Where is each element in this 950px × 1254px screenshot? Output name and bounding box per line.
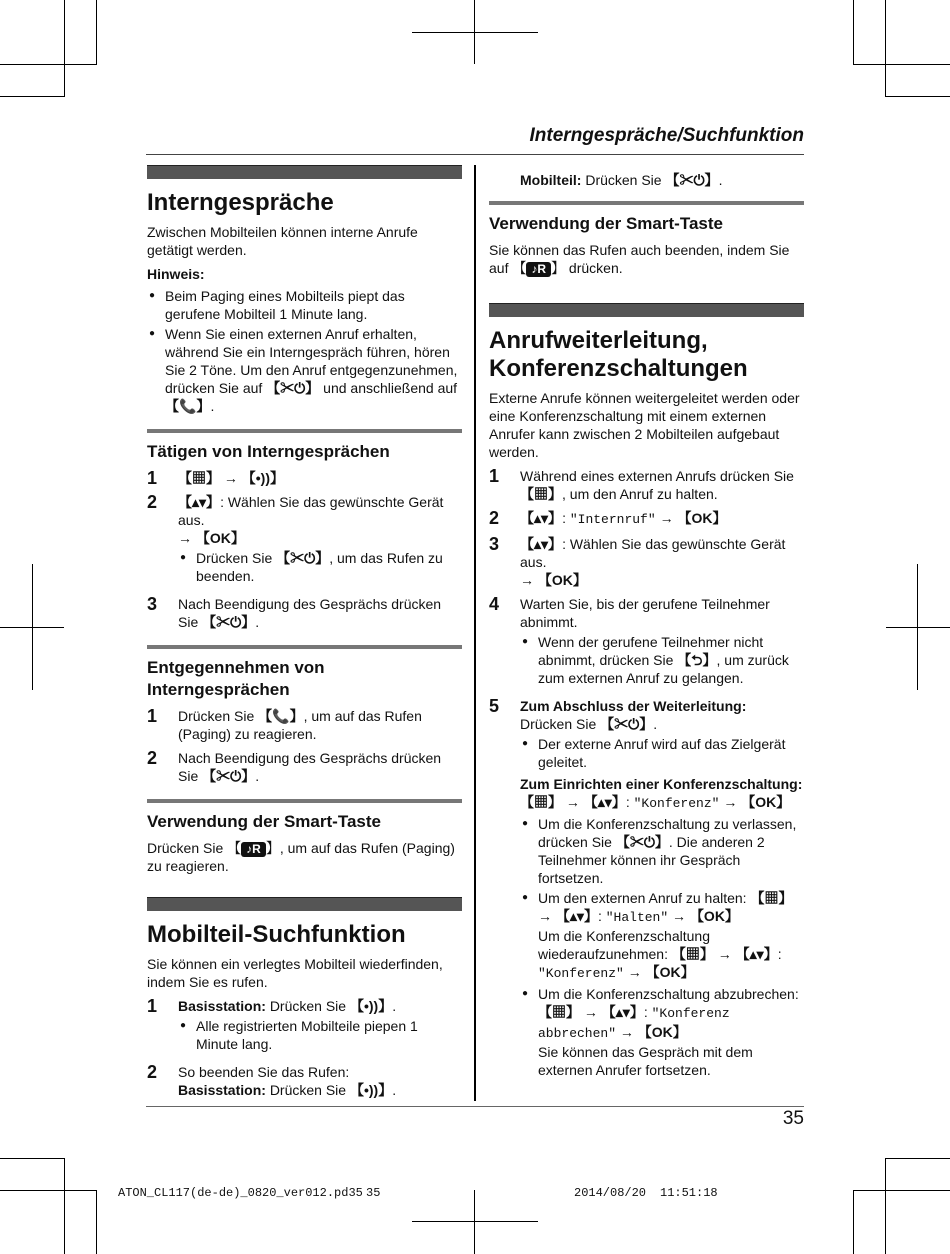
menu-key-icon: 【▦】	[178, 470, 220, 486]
step-text: , um das Rufen zu beenden.	[196, 550, 443, 584]
menu-option: "Konferenz"	[633, 796, 720, 811]
updown-key-icon: 【▴▾】	[583, 794, 626, 810]
crop-mark	[885, 1158, 886, 1254]
step-text: Drücken Sie	[196, 550, 273, 566]
step-text: Warten Sie, bis der gerufene Teilnehmer abnimmt.	[520, 596, 770, 630]
step-body: Zum Abschluss der Weiterleitung: Drücken Sie 【✂⏻】. ● Der externe Anruf wird auf das Zielgerät geleitet. Zum Einrichten einer Konferenzschaltung: 【▦】 → 【▴▾】: "Konferenz" → 【OK】 ● Um die Konferenzschaltung zu verlassen, drücken Sie 【✂⏻】. Die anderen 2 Teilnehmer können ihr Gespräch fortsetzen. ● Um den externen Anruf zu halten: 【▦】 → 【▴▾】: "Halten" → 【OK】 Um die Konferenzschaltung wiederaufzunehmen: 【▦】 → 【▴▾】: "Konferenz" → 【OK】 ● Um die Konferenzschaltung abzubrechen: 【▦】 → 【▴▾】: "Konferenz abbrechen" → 【OK】 Sie können das Gespräch mit dem externen Anrufer fortsetzen.	[520, 697, 804, 1083]
smart-key-icon: ♪R	[241, 842, 266, 857]
note-item	[147, 287, 462, 323]
column-divider	[474, 165, 476, 1101]
crop-mark	[885, 0, 886, 97]
smart-key-icon: ♪R	[526, 262, 551, 277]
section-bar	[489, 303, 804, 317]
step-number: 1	[147, 706, 158, 726]
step	[489, 595, 804, 691]
crop-mark	[412, 1221, 538, 1222]
arrow-icon: →	[627, 964, 642, 980]
crop-mark	[96, 0, 97, 65]
off-key-icon: 【✂⏻】	[665, 172, 719, 188]
crop-mark	[854, 64, 950, 65]
ok-key-icon: 【OK】	[537, 572, 587, 588]
section-title-weiterleitung: Anrufweiterleitung, Konferenzschaltungen	[489, 327, 748, 382]
smart-key-text	[147, 839, 462, 875]
note-text: und anschließend auf	[323, 380, 458, 396]
bracket: 【	[512, 260, 527, 276]
arrow-icon: →	[565, 794, 580, 810]
off-key-icon: 【✂⏻】	[202, 614, 256, 630]
section-intro: Externe Anrufe können weitergeleitet werden oder eine Konferenzschaltung mit einem externen Anrufer kann zwischen 2 Mobilteilen aufgebaut werden.	[489, 390, 800, 460]
updown-key-icon: 【▴▾】	[178, 494, 221, 510]
off-key-icon: 【✂⏻】	[600, 716, 654, 732]
crop-mark	[0, 627, 64, 628]
step-body: Basisstation: Drücken Sie 【•))】. ● Alle registrierten Mobilteile piepen 1 Minute lang.	[178, 997, 462, 1057]
crop-mark	[886, 627, 950, 628]
crop-mark	[885, 96, 950, 97]
footer-page: 35	[366, 1186, 381, 1200]
crop-mark	[854, 1190, 950, 1191]
step-text: Nach Beendigung des Gesprächs drücken Sie	[178, 750, 442, 784]
crop-mark	[96, 1190, 97, 1254]
menu-option: "Internruf"	[569, 512, 656, 527]
off-key-icon: 【✂⏻】	[202, 768, 256, 784]
step-number: 1	[147, 996, 158, 1016]
note-list	[147, 287, 462, 415]
section-intro: Sie können ein verlegtes Mobilteil wiederfinden, indem Sie es rufen.	[147, 956, 443, 990]
updown-key-icon: 【▴▾】	[735, 946, 778, 962]
step-text: So beenden Sie das Rufen:	[178, 1064, 350, 1080]
step-number: 3	[489, 534, 500, 554]
footer-date: 2014/08/20	[574, 1186, 647, 1200]
arrow-icon: →	[659, 510, 674, 526]
step-bullets	[520, 815, 804, 1079]
footer-file: ATON_CL117(de-de)_0820_ver012.pd35	[118, 1186, 363, 1200]
bracket: 】	[551, 260, 566, 276]
smart-key-text	[489, 241, 804, 277]
step-text: : Wählen Sie das gewünschte Gerät aus.	[520, 536, 786, 570]
menu-option: "Halten"	[605, 910, 669, 925]
step-body: So beenden Sie das Rufen: Basisstation: Drücken Sie 【•))】.	[178, 1064, 397, 1098]
step-body	[520, 535, 804, 589]
step-text: Um die Konferenzschaltung abzubrechen:	[538, 986, 799, 1002]
crop-mark	[64, 1158, 65, 1254]
updown-key-icon: 【▴▾】	[601, 1004, 644, 1020]
subsection-title: Verwendung der Smart-Taste	[489, 214, 723, 233]
arrow-icon: →	[223, 470, 238, 486]
right-column	[489, 165, 804, 1089]
step-body	[178, 469, 462, 487]
off-key-icon: 【✂⏻】	[266, 380, 320, 396]
step	[147, 749, 462, 785]
menu-key-icon: 【▦】	[538, 1004, 580, 1020]
crop-mark	[474, 1190, 475, 1254]
subsection-bar	[147, 429, 462, 433]
step-text: Wenn der gerufene Teilnehmer nicht abnimmt, drücken Sie	[538, 634, 764, 668]
paging-key-icon: 【•))】	[241, 470, 285, 486]
step-number: 2	[147, 492, 158, 512]
crop-mark	[0, 1158, 65, 1159]
updown-key-icon: 【▴▾】	[520, 536, 563, 552]
step-bullets	[178, 1017, 462, 1053]
crop-mark	[853, 1190, 854, 1254]
arrow-icon: →	[717, 946, 732, 962]
step-bullet	[520, 815, 804, 887]
step-body	[178, 707, 462, 743]
note-label: Hinweis:	[147, 266, 205, 282]
step	[147, 595, 462, 631]
off-key-icon: 【✂⏻】	[615, 834, 669, 850]
bracket: 【	[227, 840, 242, 856]
step	[489, 467, 804, 503]
arrow-icon: →	[619, 1024, 634, 1040]
crop-mark	[0, 64, 96, 65]
step-bullet: ● Alle registrierten Mobilteile piepen 1 Minute lang.	[178, 1017, 462, 1053]
step-label: Mobilteil:	[520, 172, 582, 188]
crop-mark	[0, 1190, 96, 1191]
menu-key-icon: 【▦】	[671, 946, 714, 962]
page-header-title: Interngespräche/Suchfunktion	[529, 125, 804, 146]
section-bar	[147, 897, 462, 911]
subsection-title: Tätigen von Interngesprächen	[147, 442, 390, 461]
crop-mark	[412, 32, 538, 33]
menu-key-icon: 【▦】	[750, 890, 793, 906]
step-bullets	[178, 549, 462, 585]
ok-key-icon: 【OK】	[677, 510, 727, 526]
step-text: Nach Beendigung des Gesprächs drücken Sie	[178, 596, 442, 630]
step-text: Während eines externen Anrufs drücken Sie	[520, 468, 794, 484]
step-label: Basisstation:	[178, 1082, 266, 1098]
note-text: Wenn Sie einen externen Anruf erhalten, während Sie ein Interngespräch führen, hören Sie 2 Töne. Um den Anruf entgegenzunehmen, drücken Sie auf	[165, 326, 458, 396]
paragraph-text: Drücken Sie	[147, 840, 224, 856]
back-key-icon: 【⮌】	[677, 652, 717, 668]
step-label: Basisstation:	[178, 998, 266, 1014]
step-label: Zum Abschluss der Weiterleitung:	[520, 698, 747, 714]
menu-key-icon: 【▦】	[520, 486, 562, 502]
step	[147, 493, 462, 589]
step-text: Um die Konferenzschaltung zu verlassen, drücken Sie	[538, 816, 797, 850]
step-number: 5	[489, 696, 500, 716]
arrow-icon: →	[538, 908, 552, 924]
step-text: Drücken Sie	[178, 708, 255, 724]
step	[489, 509, 804, 529]
step-bullet	[178, 549, 462, 585]
left-column	[147, 165, 462, 1105]
subsection-bar	[147, 645, 462, 649]
step-number: 1	[147, 468, 158, 488]
arrow-icon: →	[178, 530, 192, 546]
step-text: Drücken Sie	[585, 172, 662, 188]
paragraph-text: , um auf das Rufen (Paging) zu reagieren.	[147, 840, 455, 874]
step	[147, 1063, 462, 1099]
subsection-title: Entgegennehmen von Interngesprächen	[147, 658, 325, 699]
step	[147, 469, 462, 487]
step-number: 4	[489, 594, 500, 614]
menu-option: "Konferenz abbrechen"	[538, 1006, 730, 1041]
paragraph-text: drücken.	[568, 260, 623, 276]
step-text: , um zurück zum externen Anruf zu gelangen.	[538, 652, 789, 686]
step-text: Um die Konferenzschaltung wiederaufzunehmen:	[538, 928, 710, 962]
step-body	[178, 493, 462, 589]
step-body	[520, 595, 804, 691]
arrow-icon: →	[723, 794, 738, 810]
subsection-bar	[489, 201, 804, 205]
ok-key-icon: 【OK】	[645, 964, 695, 980]
menu-option: "Konferenz"	[538, 966, 624, 981]
section-bar	[147, 165, 462, 179]
step-bullet: ● Um die Konferenzschaltung abzubrechen: 【▦】 → 【▴▾】: "Konferenz abbrechen" → 【OK】 Sie können das Gespräch mit dem externen Anrufer fortsetzen.	[520, 985, 804, 1079]
arrow-icon: →	[672, 908, 687, 924]
subsection-title: Verwendung der Smart-Taste	[147, 812, 381, 831]
step-number: 1	[489, 466, 500, 486]
step-body: Nach Beendigung des Gesprächs drücken Sie 【✂⏻】.	[178, 596, 442, 630]
step-number: 2	[147, 748, 158, 768]
step-text: , um den Anruf zu halten.	[562, 486, 718, 502]
menu-key-icon: 【▦】	[520, 794, 562, 810]
step-bullet	[520, 633, 804, 687]
step-number: 2	[489, 508, 500, 528]
step-bullets	[520, 735, 804, 771]
header-rule	[146, 154, 804, 155]
footer-rule	[146, 1106, 804, 1107]
crop-mark	[0, 96, 65, 97]
subsection-bar	[147, 799, 462, 803]
section-intro: Zwischen Mobilteilen können interne Anrufe getätigt werden.	[147, 224, 418, 258]
step-text: . Die anderen 2 Teilnehmer können ihr Gespräch fortsetzen.	[538, 834, 765, 886]
paging-key-icon: 【•))】	[349, 1082, 393, 1098]
section-title-interngespraeche: Interngespräche	[147, 189, 334, 216]
step-body	[520, 467, 804, 503]
step-bullets	[520, 633, 804, 687]
step-number: 2	[147, 1062, 158, 1082]
step-text: Sie können das Gespräch mit dem externen Anrufer fortsetzen.	[538, 1044, 753, 1078]
page-number: 35	[782, 1108, 804, 1129]
note-text: Beim Paging eines Mobilteils piept das gerufene Mobilteil 1 Minute lang.	[165, 288, 405, 322]
paragraph-text: Sie können das Rufen auch beenden, indem Sie auf	[489, 242, 790, 276]
talk-key-icon: 【📞】	[258, 708, 304, 724]
ok-key-icon: 【OK】	[195, 530, 245, 546]
updown-key-icon: 【▴▾】	[555, 908, 598, 924]
step-text: Drücken Sie	[269, 998, 347, 1014]
talk-key-icon: 【📞】	[165, 398, 211, 414]
section-title-suchfunktion: Mobilteil-Suchfunktion	[147, 921, 406, 948]
crop-mark	[853, 0, 854, 65]
paging-key-icon: 【•))】	[349, 998, 393, 1014]
arrow-icon: →	[520, 572, 534, 588]
footer-time: 11:51:18	[660, 1186, 718, 1200]
step-bullet: ● Um den externen Anruf zu halten: 【▦】 → 【▴▾】: "Halten" → 【OK】 Um die Konferenzschaltung wiederaufzunehmen: 【▦】 → 【▴▾】: "Konferenz" → 【OK】	[520, 889, 804, 983]
step-text: : Wählen Sie das gewünschte Gerät aus.	[178, 494, 444, 528]
step	[489, 697, 804, 1083]
crop-mark	[885, 1158, 950, 1159]
step-text: Um den externen Anruf zu halten:	[538, 890, 747, 906]
step	[147, 997, 462, 1057]
note-item: ● Wenn Sie einen externen Anruf erhalten, während Sie ein Interngespräch führen, hören Sie 2 Töne. Um den Anruf entgegenzunehmen, drücken Sie auf 【✂⏻】 und anschließend auf 【📞】.	[147, 325, 462, 415]
step-label: Zum Einrichten einer Konferenzschaltung:	[520, 776, 803, 792]
step-text: , um auf das Rufen (Paging) zu reagieren.	[178, 708, 422, 742]
step-body: 【▴▾】: "Internruf" → 【OK】	[520, 510, 727, 527]
ok-key-icon: 【OK】	[637, 1024, 687, 1040]
off-key-icon: 【✂⏻】	[276, 550, 330, 566]
updown-key-icon: 【▴▾】	[520, 510, 563, 526]
step-bullet: ● Der externe Anruf wird auf das Zielgerät geleitet.	[520, 735, 804, 771]
ok-key-icon: 【OK】	[689, 908, 739, 924]
step-text: Drücken Sie	[269, 1082, 347, 1098]
bracket: 】	[265, 840, 280, 856]
arrow-icon: →	[583, 1004, 598, 1020]
continued-step: Mobilteil: Drücken Sie 【✂⏻】.	[520, 172, 723, 188]
crop-mark	[64, 0, 65, 97]
step	[489, 535, 804, 589]
step-body: Nach Beendigung des Gesprächs drücken Sie 【✂⏻】.	[178, 750, 442, 784]
ok-key-icon: 【OK】	[741, 794, 791, 810]
step	[147, 707, 462, 743]
step-number: 3	[147, 594, 158, 614]
step-text: Drücken Sie	[520, 716, 597, 732]
